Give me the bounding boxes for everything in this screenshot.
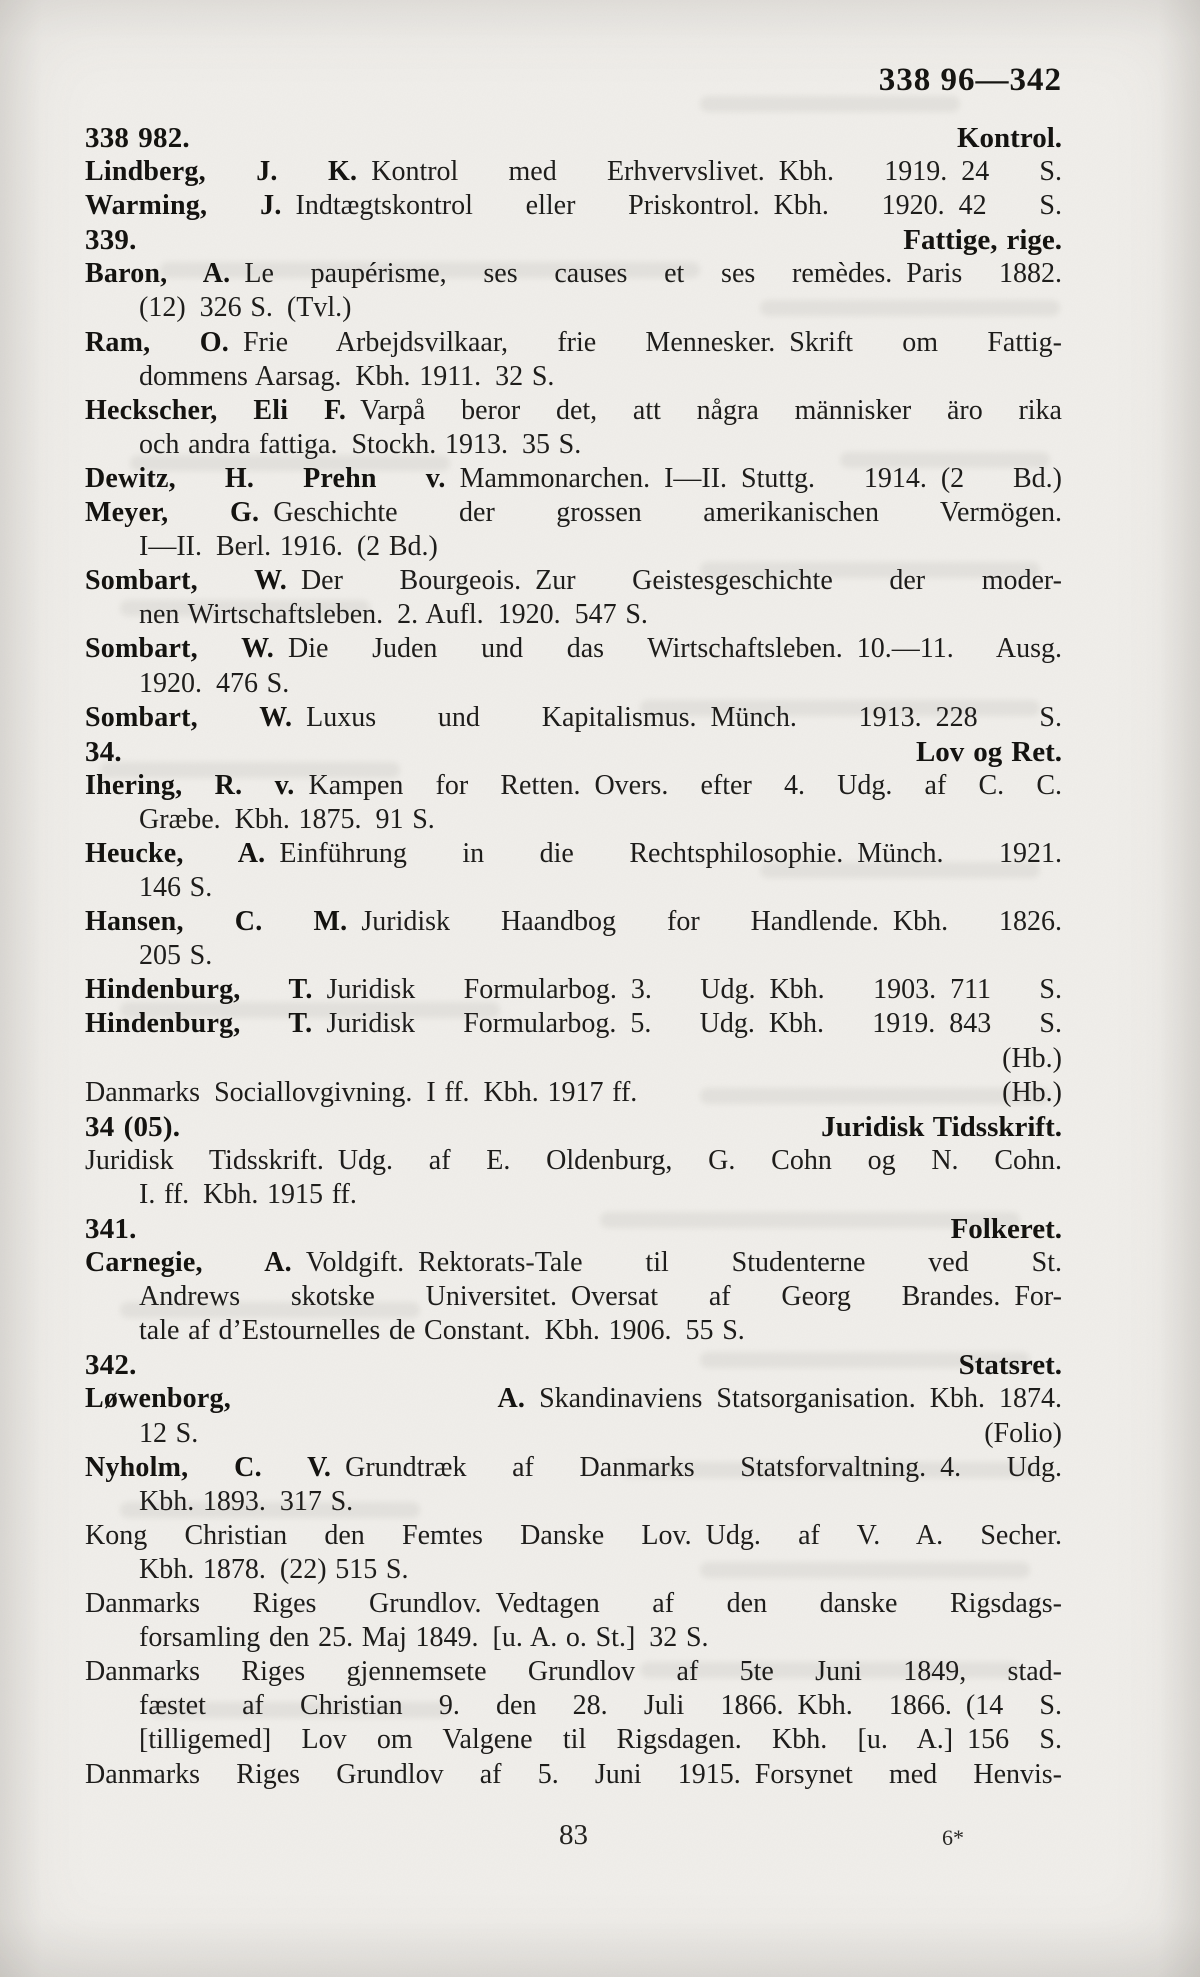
catalog-entry-line: 146 S. <box>139 872 213 904</box>
catalog-entry-line: Baron, A. Le paupérisme, ses causes et ses remèdes. Paris 1882. <box>85 258 1062 290</box>
printers-signature-mark: 6* <box>942 1825 964 1850</box>
catalog-entry-line: Ihering, R. v. Kampen for Retten. Overs. efter 4. Udg. af C. C. <box>85 769 1063 801</box>
catalog-entry-line: (Hb.) <box>1002 1042 1062 1074</box>
catalog-entry-line: (12) 326 S. (Tvl.) <box>139 292 352 324</box>
catalog-entry-line: forsamling den 25. Maj 1849. [u. A. o. St.] 32 S. <box>139 1622 709 1654</box>
catalog-entry-line: 1920. 476 S. <box>139 667 290 699</box>
running-head-classification-range: 338 96—342 <box>878 62 1062 98</box>
catalog-entry-line: Sombart, W. Der Bourgeois. Zur Geistesgeschichte der moder- <box>85 565 1062 597</box>
page-footer <box>85 1816 1062 1860</box>
catalog-entry-line: Ram, O. Frie Arbejdsvilkaar, frie Mennesker. Skrift om Fattig- <box>85 326 1063 358</box>
catalog-body <box>85 121 1062 1792</box>
catalog-entry-line: Danmarks Riges gjennemsete Grundlov af 5te Juni 1849, stad- <box>85 1656 1062 1688</box>
catalog-entry-line: Hindenburg, T. Juridisk Formularbog. 5. Udg. Kbh. 1919. 843 S. <box>85 1008 1062 1040</box>
catalog-entry-line: Heckscher, Eli F. Varpå beror det, att några människer äro rika <box>85 394 1062 426</box>
section-heading-line: 338 982. Kontrol. <box>85 122 1062 154</box>
catalog-entry-line: tale af d’Estournelles de Constant. Kbh. 1906. 55 S. <box>139 1315 745 1347</box>
catalog-entry-line: Meyer, G. Geschichte der grossen amerikanischen Vermögen. <box>85 497 1062 529</box>
catalog-entry-line: Nyholm, C. V. Grundtræk af Danmarks Statsforvaltning. 4. Udg. <box>85 1451 1062 1483</box>
section-heading-line: 34 (05). Juridisk Tidsskrift. <box>85 1110 1062 1143</box>
catalog-entry-line: [tilligemed] Lov om Valgene til Rigsdagen. Kbh. [u. A.] 156 S. <box>139 1724 1062 1756</box>
section-heading-line: 339. Fattige, rige. <box>85 224 1062 257</box>
catalog-entry-line: I—II. Berl. 1916. (2 Bd.) <box>139 531 438 563</box>
catalog-entry-line: Sombart, W. Die Juden und das Wirtschaftsleben. 10.—11. Ausg. <box>85 633 1062 665</box>
section-heading-line: 342. Statsret. <box>85 1349 1062 1382</box>
catalog-entry-line: och andra fattiga. Stockh. 1913. 35 S. <box>139 428 582 460</box>
catalog-entry-line: 205 S. <box>139 940 213 972</box>
catalog-entry-line: Warming, J. Indtægtskontrol eller Priskontrol. Kbh. 1920. 42 S. <box>85 190 1062 222</box>
catalog-entry-line: dommens Aarsag. Kbh. 1911. 32 S. <box>139 360 555 392</box>
catalog-entry-line: Kbh. 1893. 317 S. <box>139 1485 354 1517</box>
section-heading-line: 34. Lov og Ret. <box>85 735 1062 768</box>
catalog-entry-line: 12 S. (Folio) <box>139 1417 1062 1449</box>
catalog-entry-line: Hansen, C. M. Juridisk Haandbog for Handlende. Kbh. 1826. <box>85 906 1063 938</box>
catalog-entry-line: I. ff. Kbh. 1915 ff. <box>139 1178 357 1210</box>
catalog-entry-line: Danmarks Riges Grundlov af 5. Juni 1915. Forsynet med Henvis- <box>85 1758 1062 1790</box>
catalog-entry-line: Carnegie, A. Voldgift. Rektorats-Tale til Studenterne ved St. <box>85 1247 1062 1279</box>
catalog-entry-line: Juridisk Tidsskrift. Udg. af E. Oldenburg, G. Cohn og N. Cohn. <box>85 1144 1062 1176</box>
catalog-entry-line: nen Wirtschaftsleben. 2. Aufl. 1920. 547 S. <box>139 599 648 631</box>
catalog-entry-line: Heucke, A. Einführung in die Rechtsphilosophie. Münch. 1921. <box>85 837 1062 869</box>
catalog-entry-line: Andrews skotske Universitet. Oversat af Georg Brandes. For- <box>139 1281 1062 1313</box>
catalog-entry-line: Lindberg, J. K. Kontrol med Erhvervslivet. Kbh. 1919. 24 S. <box>85 156 1062 188</box>
catalog-entry-line: Løwenborg, A. Skandinaviens Statsorganisation. Kbh. 1874. <box>85 1383 1062 1415</box>
catalog-entry-line: Dewitz, H. Prehn v. Mammonarchen. I—II. Stuttg. 1914. (2 Bd.) <box>85 462 1062 494</box>
page-number: 83 <box>559 1819 588 1851</box>
catalog-entry-line: Kong Christian den Femtes Danske Lov. Udg. af V. A. Secher. <box>85 1519 1062 1551</box>
catalog-entry-line: Kbh. 1878. (22) 515 S. <box>139 1553 409 1585</box>
catalog-entry-line: Hindenburg, T. Juridisk Formularbog. 3. Udg. Kbh. 1903. 711 S. <box>85 974 1062 1006</box>
catalog-entry-line: Sombart, W. Luxus und Kapitalismus. Münch. 1913. 228 S. <box>85 701 1062 733</box>
catalog-entry-line: Danmarks Riges Grundlov. Vedtagen af den danske Rigsdags- <box>85 1588 1062 1620</box>
catalog-entry-line: Græbe. Kbh. 1875. 91 S. <box>139 803 435 835</box>
section-heading-line: 341. Folkeret. <box>85 1213 1062 1245</box>
catalog-entry-line: fæstet af Christian 9. den 28. Juli 1866. Kbh. 1866. (14 S. <box>139 1690 1062 1722</box>
catalog-entry-line: Danmarks Sociallovgivning. I ff. Kbh. 1917 ff. (Hb.) <box>85 1076 1062 1108</box>
